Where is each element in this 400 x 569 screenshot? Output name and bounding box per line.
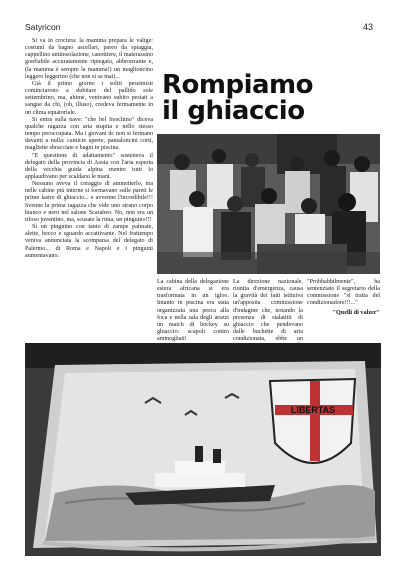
headline-line-1: Rompiamo xyxy=(162,70,313,100)
article-left-column xyxy=(25,38,153,348)
paragraph: "Probbabbilmente", ha sentenziato il segretario della commissione "si tratta del condizionadore!!!..." xyxy=(307,279,380,307)
paragraph: Si va in crociera: la mamma prepara le valige: costumi da bagno ascellari, pareo da spiaggia, cappellino antiinsolazione, canottiere, il materassino gonfiabile accuratamente ripiegato, abbronzante e, (la mamma è sempre la mamma!) un maglioncino leggero leggerino (che non si sa mai)... xyxy=(25,38,153,80)
paragraph: La direzione nazionale, riunita d'emergenza, causa la gravità dei fatti istituiva un'apposita commissione d'indagine che, notando la presenza di stalattiti di ghiaccio che pendevano dalle buchette di aria condizionata, ebbe un xyxy=(233,279,303,343)
paragraph: La cabina della delegazione estera africana si era trasformata in un igloo. Intanto in piscina era stata organizzata una pesca alla foca e nella sala degli arazzi un match di hockey su ghiaccio: scapoli contro ammogliati! xyxy=(157,279,229,343)
article-center-column-1 xyxy=(157,279,229,353)
article-center-column-2 xyxy=(233,279,303,353)
headline-line-2: il ghiaccio xyxy=(162,96,305,126)
article-headline xyxy=(162,72,378,124)
article-signature: "Quelli di valzer" xyxy=(332,308,380,316)
page-number: 43 xyxy=(362,22,373,32)
group-of-people-photo-icon xyxy=(157,134,380,274)
article-center-column-3 xyxy=(307,279,380,353)
page-header xyxy=(25,22,373,34)
group-photo xyxy=(157,134,380,274)
cake-photo xyxy=(25,343,381,556)
paragraph: Sì un pinguino con tanto di zampe palmate, alette, becco e sguardo accattivante. Nel frattempo veniva annunciata la scomparsa del delegato di Palermo... di Roma e Napoli e i pinguini aumentavano. xyxy=(25,224,153,259)
flag-text: LIBERTAS xyxy=(290,405,336,415)
cake-ship-photo-icon xyxy=(25,343,381,556)
paragraph: Nessuno aveva il coraggio di ammetterlo, ma nelle cabine più interne si formavano sulle pareti le prime lastre di ghiaccio... e avvenne l'incredibile!!! Svenne la prima ragazza che vide uno strano corpo bianco e nero nel salone Scarabeo. No, non era un tifoso juventino, ma, scusate la rima, un pinguino!!! xyxy=(25,181,153,223)
paragraph: "E questione di adattamento" sosteneva il delegato della provincia di Aosta con l'aria esperta della vecchia guida alpina mentre tutti lo applaudivano per scaldarsi le mani. xyxy=(25,152,153,180)
paragraph: Già il primo giorno i soliti pessimisti cominciarono a dubitare del pallido sole settembrino, ma, ahimè, venivano subito pestati a sangue da chi, (oh, illuso), credeva fermamente in un clima equatoriale. xyxy=(25,80,153,116)
magazine-title: Satyricon xyxy=(25,22,61,32)
paragraph: Si entra sulla nave: "che bel freschino" diceva qualche ragazza con aria stupita e nello stesso tempo preoccupata. Ma i giovani dc non si fermano davanti a nulla: camicie aperte, pantaloncini corti, maglIette sbracciate e bagni in piscina. xyxy=(25,116,153,152)
